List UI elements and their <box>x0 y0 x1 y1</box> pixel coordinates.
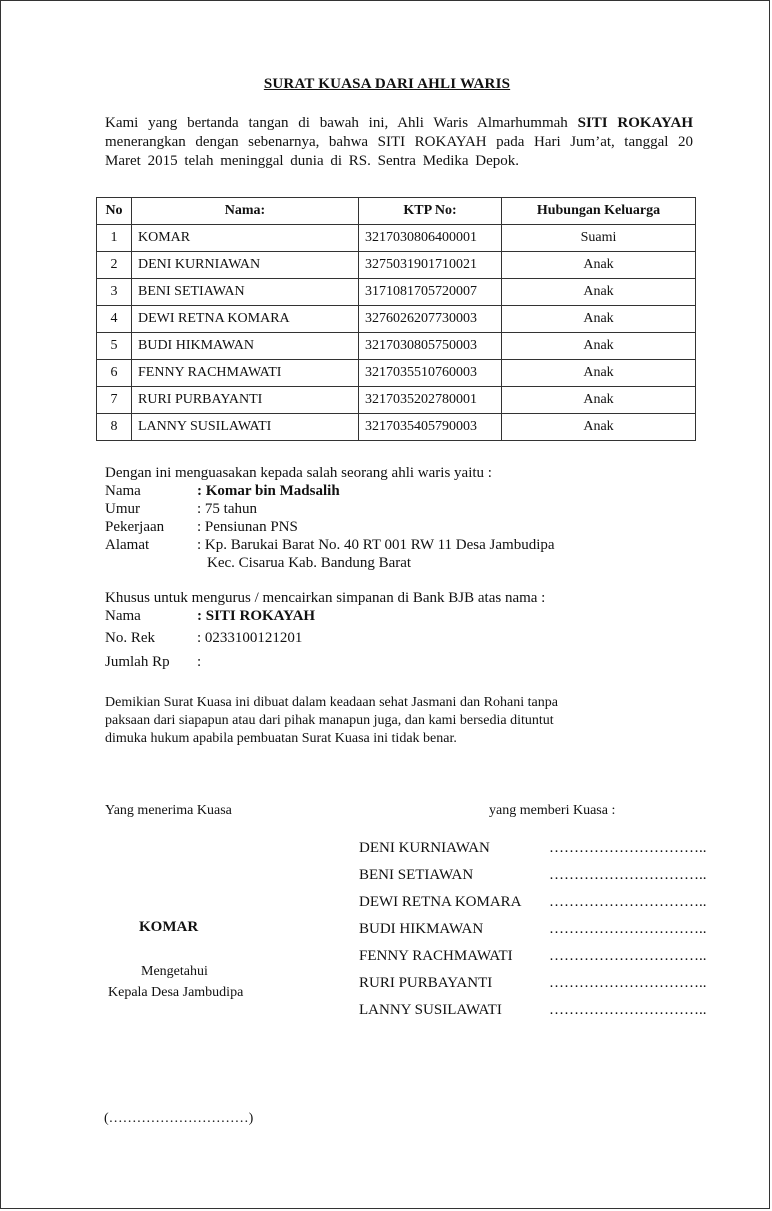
table-row <box>97 414 696 441</box>
authorized-age-value: : 75 tahun <box>197 501 257 517</box>
authorized-name-value <box>197 482 340 500</box>
table-row <box>97 252 696 279</box>
header-ktp: KTP No: <box>359 198 502 225</box>
row-ktp: 3275031901710021 <box>359 252 502 279</box>
signature-line: ………………………….. <box>549 840 707 856</box>
document-title: SURAT KUASA DARI AHLI WARIS <box>263 76 511 92</box>
givers-signature-list <box>359 835 719 1024</box>
table-header-row <box>97 198 696 225</box>
row-ktp: 3217035405790003 <box>359 414 502 441</box>
intro-text-2: menerangkan dengan sebenarnya, bahwa SITI ROKAYAH pada Hari Jum’at, tanggal 20 Maret 2015 telah meninggal dunia di RS. Sentra Medika Depok. <box>105 134 693 169</box>
address-indent <box>105 554 207 572</box>
row-no: 1 <box>97 225 132 252</box>
receiver-name: KOMAR <box>139 919 199 935</box>
row-name: FENNY RACHMAWATI <box>132 360 359 387</box>
authorized-age-label: Umur <box>105 501 140 517</box>
signature-line: ………………………….. <box>549 867 707 883</box>
row-relation: Anak <box>502 252 696 279</box>
row-name: RURI PURBAYANTI <box>132 387 359 414</box>
village-head-signature-blank: (…………………………) <box>104 1111 254 1126</box>
closing-line-2: paksaan dari siapapun atau dari pihak manapun juga, dan kami bersedia dituntut <box>105 713 554 728</box>
account-number-label: No. Rek <box>105 630 155 646</box>
village-head-label: Kepala Desa Jambudipa <box>108 985 244 1000</box>
table-row <box>97 225 696 252</box>
giver-name: DENI KURNIAWAN <box>359 840 490 856</box>
authorized-address-label: Alamat <box>105 537 150 553</box>
table-row <box>97 333 696 360</box>
row-no: 2 <box>97 252 132 279</box>
giver-label: yang memberi Kuasa : <box>489 803 616 818</box>
row-relation: Anak <box>502 333 696 360</box>
account-section <box>105 589 545 671</box>
account-name-text: : SITI ROKAYAH <box>197 608 316 624</box>
authorized-address-row <box>105 536 555 554</box>
account-amount-value: : <box>197 654 202 670</box>
row-relation: Anak <box>502 306 696 333</box>
giver-name: BUDI HIKMAWAN <box>359 921 484 937</box>
table-row <box>97 279 696 306</box>
signature-line: ………………………….. <box>549 948 707 964</box>
intro-paragraph <box>105 114 693 171</box>
account-number-value: : 0233100121201 <box>197 630 303 646</box>
row-relation: Anak <box>502 279 696 306</box>
row-no: 7 <box>97 387 132 414</box>
acknowledged-label: Mengetahui <box>141 964 208 979</box>
authorized-intro: Dengan ini menguasakan kepada salah seorang ahli waris yaitu : <box>105 465 492 481</box>
account-intro: Khusus untuk mengurus / mencairkan simpanan di Bank BJB atas nama : <box>105 590 546 606</box>
header-name: Nama: <box>132 198 359 225</box>
header-relation: Hubungan Keluarga <box>502 198 696 225</box>
table-row <box>97 387 696 414</box>
giver-name: LANNY SUSILAWATI <box>359 1002 502 1018</box>
row-relation: Anak <box>502 387 696 414</box>
row-no: 3 <box>97 279 132 306</box>
row-ktp: 3276026207730003 <box>359 306 502 333</box>
authorized-person-section <box>105 464 555 572</box>
row-ktp: 3217035202780001 <box>359 387 502 414</box>
closing-line-3: dimuka hukum apabila pembuatan Surat Kuasa ini tidak benar. <box>105 731 457 746</box>
row-name: KOMAR <box>132 225 359 252</box>
row-name: DEWI RETNA KOMARA <box>132 306 359 333</box>
row-ktp: 3217030805750003 <box>359 333 502 360</box>
row-name: BUDI HIKMAWAN <box>132 333 359 360</box>
giver-name: BENI SETIAWAN <box>359 867 474 883</box>
account-number-row <box>105 629 545 653</box>
authorized-name-text: : Komar bin Madsalih <box>197 483 340 499</box>
account-amount-row <box>105 653 545 671</box>
authorized-address-row-2 <box>105 554 555 572</box>
giver-row <box>359 943 719 970</box>
deceased-name: SITI ROKAYAH <box>577 115 694 131</box>
account-name-label: Nama <box>105 608 141 624</box>
authorized-age-row <box>105 500 555 518</box>
row-relation: Suami <box>502 225 696 252</box>
row-no: 5 <box>97 333 132 360</box>
heirs-table <box>96 197 696 441</box>
giver-row <box>359 862 719 889</box>
authorized-address-value-1: : Kp. Barukai Barat No. 40 RT 001 RW 11 Desa Jambudipa <box>197 537 555 553</box>
row-ktp: 3217030806400001 <box>359 225 502 252</box>
signature-line: ………………………….. <box>549 921 707 937</box>
row-name: LANNY SUSILAWATI <box>132 414 359 441</box>
giver-row <box>359 916 719 943</box>
signature-line: ………………………….. <box>549 1002 707 1018</box>
account-name-row <box>105 607 545 629</box>
row-relation: Anak <box>502 414 696 441</box>
authorized-name-label: Nama <box>105 483 141 499</box>
authorized-job-label: Pekerjaan <box>105 519 165 535</box>
row-name: DENI KURNIAWAN <box>132 252 359 279</box>
signature-line: ………………………….. <box>549 975 707 991</box>
authorized-name-row <box>105 482 555 500</box>
signature-line: ………………………….. <box>549 894 707 910</box>
account-amount-label: Jumlah Rp <box>105 654 170 670</box>
row-no: 8 <box>97 414 132 441</box>
authorized-job-value: : Pensiunan PNS <box>197 519 298 535</box>
header-no: No <box>97 198 132 225</box>
giver-row <box>359 970 719 997</box>
row-name: BENI SETIAWAN <box>132 279 359 306</box>
table-row <box>97 360 696 387</box>
giver-name: RURI PURBAYANTI <box>359 975 493 991</box>
giver-name: FENNY RACHMAWATI <box>359 948 513 964</box>
giver-row <box>359 835 719 862</box>
closing-line-1: Demikian Surat Kuasa ini dibuat dalam keadaan sehat Jasmani dan Rohani tanpa <box>105 695 558 710</box>
giver-row <box>359 889 719 916</box>
giver-row <box>359 997 719 1024</box>
authorized-address-value-2: Kec. Cisarua Kab. Bandung Barat <box>207 555 412 571</box>
row-ktp: 3217035510760003 <box>359 360 502 387</box>
row-ktp: 3171081705720007 <box>359 279 502 306</box>
receiver-label: Yang menerima Kuasa <box>105 803 232 818</box>
authorized-job-row <box>105 518 555 536</box>
account-name-value <box>197 607 315 629</box>
intro-text-1: Kami yang bertanda tangan di bawah ini, Ahli Waris Almarhummah <box>105 115 578 131</box>
row-no: 4 <box>97 306 132 333</box>
table-row <box>97 306 696 333</box>
closing-paragraph <box>105 694 558 748</box>
row-relation: Anak <box>502 360 696 387</box>
giver-name: DEWI RETNA KOMARA <box>359 894 522 910</box>
row-no: 6 <box>97 360 132 387</box>
